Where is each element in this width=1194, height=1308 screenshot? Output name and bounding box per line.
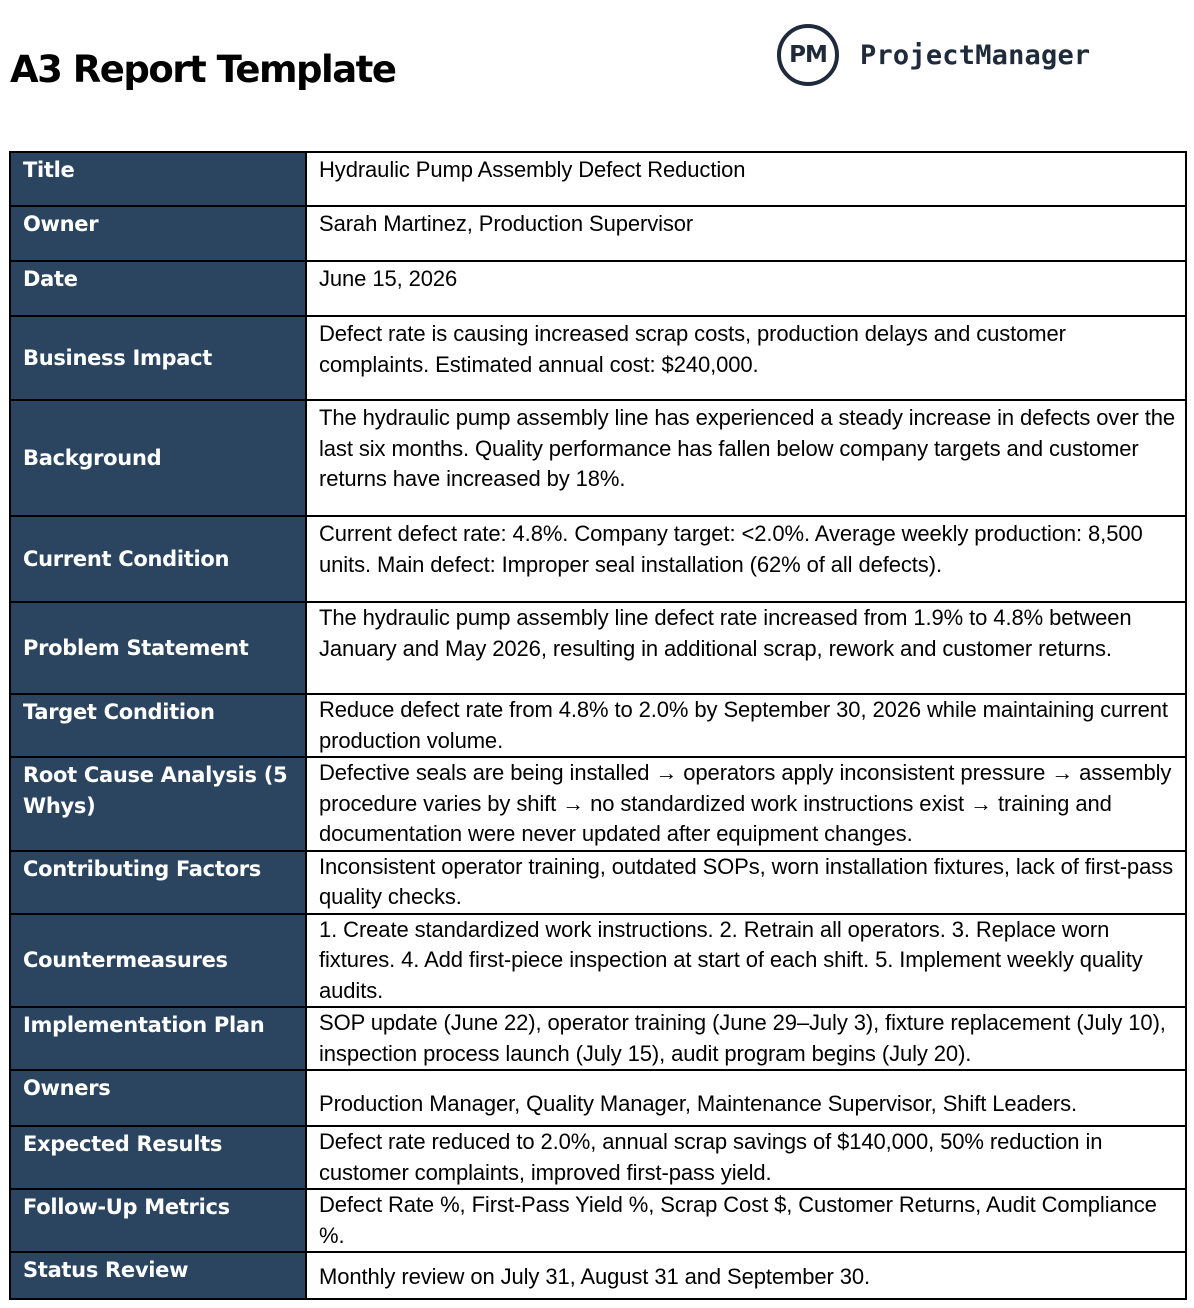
- row-value-business-impact: Defect rate is causing increased scrap costs, production delays and customer complaints. Estimated annual cost: $240,000.: [306, 316, 1186, 400]
- row-label-problem-statement: Problem Statement: [10, 602, 306, 694]
- brand-logo: [777, 21, 1090, 89]
- row-value-status-review: Monthly review on July 31, August 31 and September 30.: [306, 1252, 1186, 1299]
- row-value-implementation-plan: SOP update (June 22), operator training (June 29–July 3), fixture replacement (July 10), inspection process launch (July 15), audit program begins (July 20).: [306, 1007, 1186, 1070]
- table-row: [10, 316, 1186, 400]
- row-value-background: The hydraulic pump assembly line has experienced a steady increase in defects over the last six months. Quality performance has fallen below company targets and customer returns have increased by 18%.: [306, 400, 1186, 516]
- row-value-contributing-factors: Inconsistent operator training, outdated SOPs, worn installation fixtures, lack of first-pass quality checks.: [306, 851, 1186, 914]
- row-value-date: June 15, 2026: [306, 261, 1186, 316]
- table-row: [10, 694, 1186, 757]
- row-label-countermeasures: Countermeasures: [10, 914, 306, 1008]
- row-label-date: Date: [10, 261, 306, 316]
- row-label-title: Title: [10, 152, 306, 206]
- table-row: [10, 914, 1186, 1008]
- page-title: A3 Report Template: [10, 48, 396, 91]
- row-label-follow-up-metrics: Follow-Up Metrics: [10, 1189, 306, 1252]
- brand-name: ProjectManager: [860, 39, 1091, 71]
- table-row: [10, 152, 1186, 206]
- row-value-problem-statement: The hydraulic pump assembly line defect rate increased from 1.9% to 4.8% between January and May 2026, resulting in additional scrap, rework and customer returns.: [306, 602, 1186, 694]
- table-row: [10, 261, 1186, 316]
- table-row: [10, 206, 1186, 261]
- row-value-target-condition: Reduce defect rate from 4.8% to 2.0% by September 30, 2026 while maintaining current production volume.: [306, 694, 1186, 757]
- row-label-root-cause-analysis: Root Cause Analysis (5 Whys): [10, 757, 306, 851]
- row-value-expected-results: Defect rate reduced to 2.0%, annual scrap savings of $140,000, 50% reduction in customer complaints, improved first-pass yield.: [306, 1126, 1186, 1189]
- row-label-target-condition: Target Condition: [10, 694, 306, 757]
- table-row: [10, 1007, 1186, 1070]
- row-value-follow-up-metrics: Defect Rate %, First-Pass Yield %, Scrap Cost $, Customer Returns, Audit Compliance %.: [306, 1189, 1186, 1252]
- table-row: [10, 1070, 1186, 1126]
- row-value-title: Hydraulic Pump Assembly Defect Reduction: [306, 152, 1186, 206]
- row-value-root-cause-analysis: Defective seals are being installed → operators apply inconsistent pressure → assembly procedure varies by shift → no standardized work instructions exist → training and documentation were never updated after equipment changes.: [306, 757, 1186, 851]
- row-value-countermeasures: 1. Create standardized work instructions. 2. Retrain all operators. 3. Replace worn fixtures. 4. Add first-piece inspection at start of each shift. 5. Implement weekly quality audits.: [306, 914, 1186, 1008]
- table-row: [10, 851, 1186, 914]
- row-label-business-impact: Business Impact: [10, 316, 306, 400]
- row-value-owners: Production Manager, Quality Manager, Maintenance Supervisor, Shift Leaders.: [306, 1070, 1186, 1126]
- row-label-expected-results: Expected Results: [10, 1126, 306, 1189]
- table-row: [10, 602, 1186, 694]
- pm-logo-icon: PM: [777, 24, 839, 86]
- row-label-background: Background: [10, 400, 306, 516]
- table-row: [10, 757, 1186, 851]
- row-label-owners: Owners: [10, 1070, 306, 1126]
- table-row: [10, 1252, 1186, 1299]
- row-label-current-condition: Current Condition: [10, 516, 306, 602]
- table-row: [10, 400, 1186, 516]
- table-row: [10, 1126, 1186, 1189]
- table-row: [10, 516, 1186, 602]
- row-label-status-review: Status Review: [10, 1252, 306, 1299]
- row-label-contributing-factors: Contributing Factors: [10, 851, 306, 914]
- row-value-owner: Sarah Martinez, Production Supervisor: [306, 206, 1186, 261]
- row-label-implementation-plan: Implementation Plan: [10, 1007, 306, 1070]
- row-value-current-condition: Current defect rate: 4.8%. Company target: <2.0%. Average weekly production: 8,500 units. Main defect: Improper seal installation (62% of all defects).: [306, 516, 1186, 602]
- table-row: [10, 1189, 1186, 1252]
- a3-report-table: [9, 151, 1187, 1300]
- row-label-owner: Owner: [10, 206, 306, 261]
